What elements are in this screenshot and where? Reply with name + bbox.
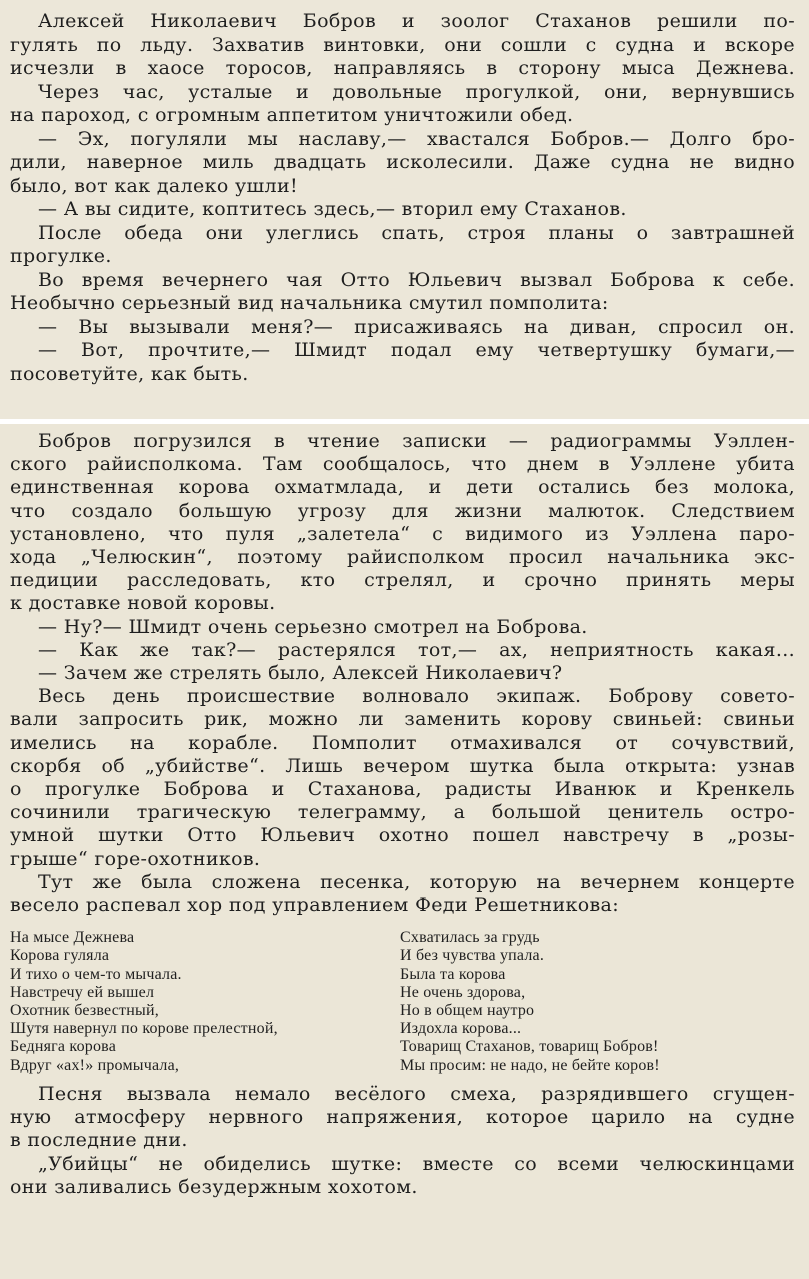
poem-line: Была та корова (400, 965, 506, 983)
text-line: Весь день происшествие волновало экипаж. Боброву совето- (38, 685, 795, 708)
text-line: они заливались безудержным хохотом. (10, 1175, 418, 1198)
poem-line: Навстречу ей вышел (10, 983, 155, 1001)
text-line: прогулке. (10, 245, 112, 267)
text-line: имелись на корабле. Помполит отмахивался от сочувствий, (10, 731, 795, 754)
text-line: — Ну?— Шмидт очень серьезно смотрел на Боброва. (38, 615, 588, 638)
text-block-bottom (0, 424, 809, 1279)
poem-column-right (400, 929, 790, 1075)
poem-line: И тихо о чем-то мычала. (10, 965, 182, 983)
text-line: После обеда они улеглись спать, строя планы о завтрашней (38, 221, 795, 244)
text-line: на пароход, с огромным аппетитом уничтожили обед. (10, 104, 574, 126)
text-line: „Убийцы“ не обиделись шутке: вместе со всеми челюскинцами (38, 1152, 795, 1175)
poem-line: Но в общем наутро (400, 1002, 535, 1020)
poem-line: Товарищ Стаханов, товарищ Бобров! (400, 1038, 659, 1056)
text-line: исчезли в хаосе торосов, направляясь в сторону мыса Дежнева. (10, 57, 795, 79)
paragraph-group-top (10, 10, 795, 386)
text-line: — Зачем же стрелять было, Алексей Николаевич? (38, 662, 563, 685)
text-line: было, вот как далеко ушли! (10, 174, 298, 197)
poem-line: Бедняга корова (10, 1038, 117, 1056)
text-line: Песня вызвала немало весёлого смеха, разрядившего сгущен- (38, 1082, 795, 1105)
text-line: умной шутки Отто Юльевич охотно пошел навстречу в „розы- (10, 824, 795, 847)
text-line: скорбя об „убийстве“. Лишь вечером шутка была открыта: узнав (10, 754, 795, 777)
text-line: дили, наверное миль двадцать исколесили. Даже судна не видно (10, 151, 795, 173)
text-line: — Как же так?— растерялся тот,— ах, неприятность какая... (38, 638, 795, 661)
text-line: Тут же была сложена песенка, которую на вечернем концерте (38, 870, 795, 893)
poem-line: Корова гуляла (10, 947, 110, 965)
text-line: хода „Челюскин“, поэтому райисполком просил начальника экс- (10, 546, 795, 569)
poem-line: Не очень здорова, (400, 983, 526, 1001)
text-line: Алексей Николаевич Бобров и зоолог Стаханов решили по- (38, 10, 795, 32)
text-line: вали запросить рик, можно ли заменить корову свиньей: свиньи (10, 708, 795, 731)
text-line: весело распевал хор под управлением Феди Решетникова: (10, 894, 619, 917)
poem-line: Мы просим: не надо, не бейте коров! (400, 1056, 660, 1074)
text-line: грыше“ горе-охотников. (10, 847, 261, 870)
text-line: посоветуйте, как быть. (10, 362, 249, 385)
text-block-top (0, 0, 809, 419)
text-line: сочинили трагическую телеграмму, а большой ценитель остро- (10, 801, 795, 824)
text-line: — Эх, погуляли мы наславу,— хвастался Бобров.— Долго бро- (38, 127, 795, 150)
text-line: единственная корова охматмлада, и дети остались без молока, (10, 476, 795, 499)
text-line: — Вы вызывали меня?— присаживаясь на диван, спросил он. (38, 315, 795, 338)
poem (10, 929, 795, 1075)
poem-line: Схватилась за грудь (400, 929, 540, 947)
text-line: педиции расследовать, кто стрелял, и срочно принять меры (10, 569, 795, 592)
text-line: Во время вечернего чая Отто Юльевич вызвал Боброва к себе. (38, 268, 795, 291)
text-line: установлено, что пуля „залетела“ с видимого из Уэллена паро- (10, 522, 795, 545)
text-line: ского райисполкома. Там сообщалось, что днем в Уэллене убита (10, 453, 795, 476)
paragraph-group-bottom (10, 430, 795, 917)
text-line: Через час, усталые и довольные прогулкой, они, вернувшись (38, 80, 795, 103)
poem-column-left (10, 929, 400, 1075)
poem-line: Охотник безвестный, (10, 1002, 159, 1020)
text-line: о прогулке Боброва и Стаханова, радисты Иванюк и Кренкель (10, 778, 795, 801)
text-line: гулять по льду. Захватив винтовки, они сошли с судна и вскоре (10, 33, 795, 56)
text-line: в последние дни. (10, 1129, 188, 1152)
poem-line: Шутя навернул по корове прелестной, (10, 1020, 278, 1038)
text-line: Бобров погрузился в чтение записки — радиограммы Уэллен- (38, 430, 795, 452)
text-line: что создало большую угрозу для жизни малюток. Следствием (10, 499, 795, 522)
text-line: Необычно серьезный вид начальника смутил помполита: (10, 292, 609, 314)
text-line: к доставке новой коровы. (10, 592, 276, 615)
paragraph-group-after-poem (10, 1083, 795, 1199)
text-line: ную атмосферу нервного напряжения, которое царило на судне (10, 1106, 795, 1129)
poem-line: На мысе Дежнева (10, 929, 135, 947)
text-line: — Вот, прочтите,— Шмидт подал ему четвертушку бумаги,— (38, 339, 795, 361)
poem-line: Вдруг «ах!» промычала, (10, 1056, 180, 1074)
poem-line: И без чувства упала. (400, 947, 545, 965)
poem-line: Издохла корова... (400, 1020, 522, 1038)
text-line: — А вы сидите, коптитесь здесь,— вторил ему Стаханов. (38, 198, 627, 220)
